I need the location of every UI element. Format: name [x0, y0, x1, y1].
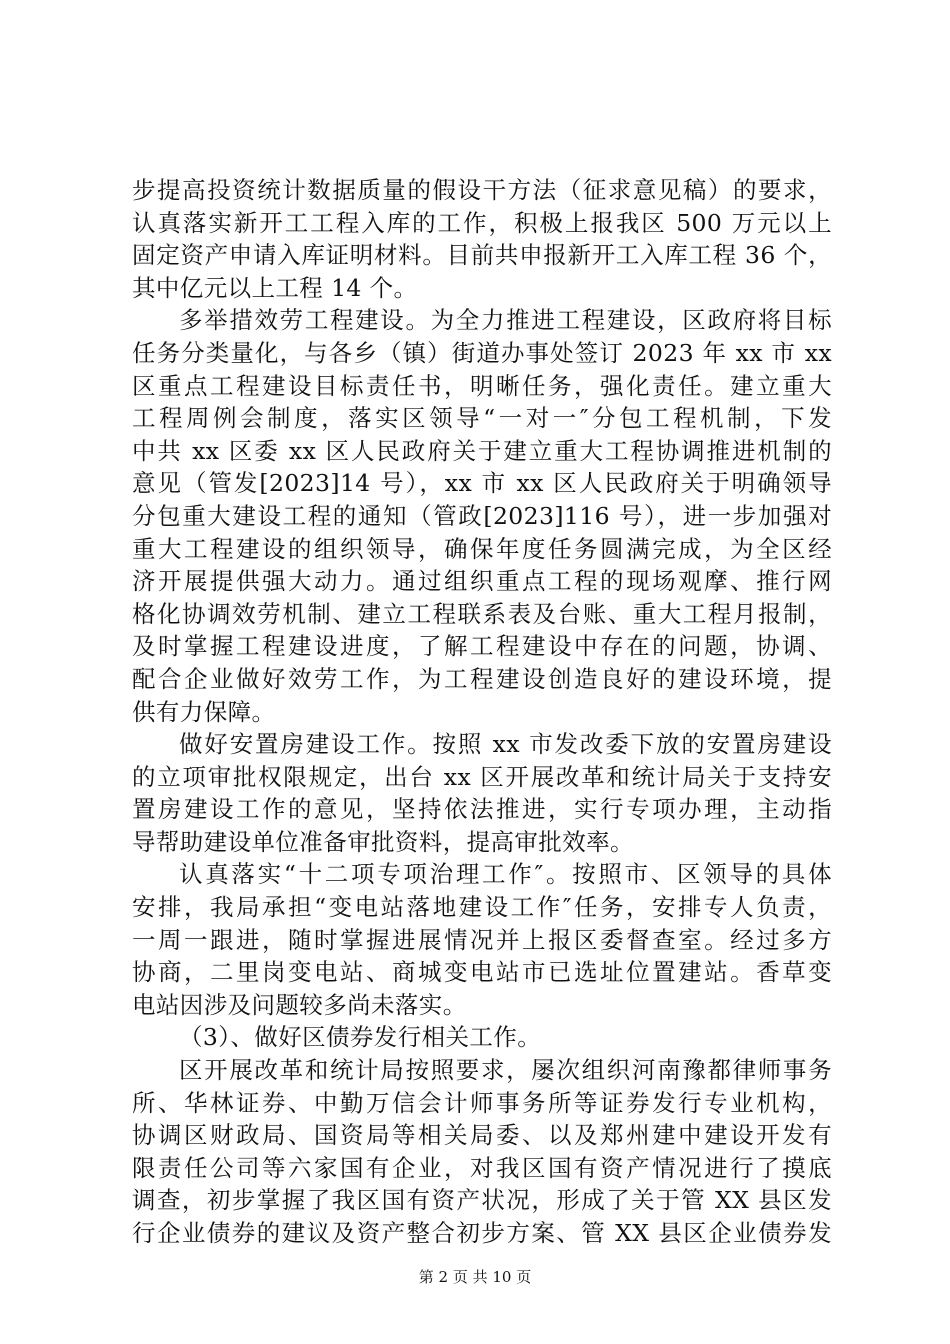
text-line: 重大工程建设的组织领导，确保年度任务圆满完成，为全区经 — [132, 534, 832, 563]
text-line: 协调区财政局、国资局等相关局委、以及郑州建中建设开发有 — [132, 1121, 832, 1150]
page-number-footer: 第 2 页 共 10 页 — [418, 1268, 532, 1286]
text-line: 的立项审批权限规定，出台 xx 区开展改革和统计局关于支持安 — [132, 762, 832, 791]
text-line: 安排，我局承担“变电站落地建设工作″任务，安排专人负责， — [132, 893, 832, 922]
text-line: 限责任公司等六家国有企业，对我区国有资产情况进行了摸底 — [132, 1153, 832, 1182]
text-line: 工程周例会制度，落实区领导“一对一″分包工程机制，下发 — [132, 404, 832, 433]
text-line: 配合企业做好效劳工作，为工程建设创造良好的建设环境，提 — [132, 664, 832, 693]
paragraph-start-line: 认真落实“十二项专项治理工作″。按照市、区领导的具体 — [179, 860, 832, 889]
text-line: 意见（管发[2023]14 号），xx 市 xx 区人民政府关于明确领导 — [132, 469, 832, 498]
document-body — [132, 174, 832, 1250]
text-line: 固定资产申请入库证明材料。目前共申报新开工入库工程 36 个， — [132, 241, 832, 270]
text-line: 济开展提供强大动力。通过组织重点工程的现场观摩、推行网 — [132, 567, 832, 596]
text-line: 及时掌握工程建设进度，了解工程建设中存在的问题，协调、 — [132, 632, 832, 661]
text-line: 格化协调效劳机制、建立工程联系表及台账、重大工程月报制， — [132, 599, 832, 628]
text-line: 导帮助建设单位准备审批资料，提高审批效率。 — [132, 827, 634, 856]
text-line: 步提高投资统计数据质量的假设干方法（征求意见稿）的要求， — [132, 176, 832, 204]
paragraph-start-line: 多举措效劳工程建设。为全力推进工程建设，区政府将目标 — [179, 306, 832, 335]
text-line: 电站因涉及问题较多尚未落实。 — [132, 990, 467, 1019]
text-line: 中共 xx 区委 xx 区人民政府关于建立重大工程协调推进机制的 — [132, 436, 832, 465]
paragraph-start-line: 区开展改革和统计局按照要求，屡次组织河南豫都律师事务 — [179, 1056, 832, 1085]
text-line: 调查，初步掌握了我区国有资产状况，形成了关于管 XX 县区发 — [132, 1186, 832, 1215]
text-line: 协商，二里岗变电站、商城变电站市已选址位置建站。香草变 — [132, 958, 832, 987]
text-line: 区重点工程建设目标责任书，明晰任务，强化责任。建立重大 — [132, 371, 832, 400]
text-line: 供有力保障。 — [132, 697, 276, 726]
text-line: 置房建设工作的意见，坚持依法推进，实行专项办理，主动指 — [132, 795, 832, 824]
text-line: 其中亿元以上工程 14 个。 — [132, 273, 418, 302]
text-line: 一周一跟进，随时掌握进展情况并上报区委督查室。经过多方 — [132, 925, 832, 954]
text-line: 认真落实新开工工程入库的工作，积极上报我区 500 万元以上 — [132, 208, 832, 237]
text-line: 分包重大建设工程的通知（管政[2023]116 号），进一步加强对 — [132, 501, 832, 530]
section-heading: （3）、做好区债券发行相关工作。 — [179, 1023, 542, 1052]
text-line: 任务分类量化，与各乡（镇）街道办事处签订 2023 年 xx 市 xx — [132, 338, 832, 367]
text-line: 所、华林证券、中勤万信会计师事务所等证券发行专业机构， — [132, 1088, 832, 1117]
paragraph-start-line: 做好安置房建设工作。按照 xx 市发改委下放的安置房建设 — [179, 730, 832, 759]
text-line: 行企业债券的建议及资产整合初步方案、管 XX 县区企业债券发 — [132, 1219, 832, 1247]
